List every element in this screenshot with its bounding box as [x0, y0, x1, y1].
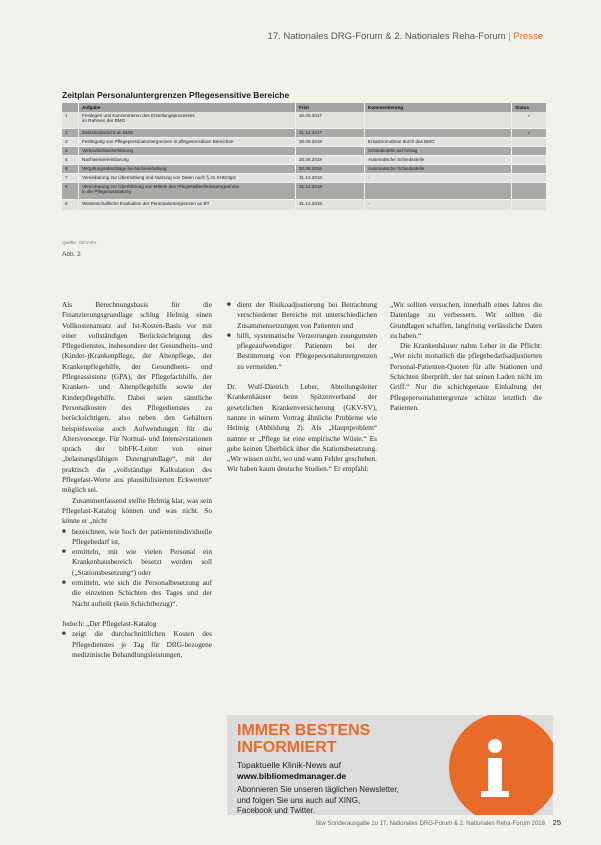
bullet-list — [62, 629, 212, 660]
row-nr: 8 — [62, 183, 79, 200]
row-comment — [365, 129, 512, 138]
row-nr: 6 — [62, 165, 79, 174]
row-task: Festlegen und Konzentrieren des Erstellungsprozesses im Rahmen der BMG — [79, 112, 296, 129]
list-item: ■ ermitteln, mit wie vielen Personal ein Krankenhausbereich besetzt werden soll („Stationsbesetzung“) oder — [62, 547, 212, 578]
paragraph: Als Berechnungsbasis für die Finanzierungsgrundlage schlug Helmig einen Vollkostenansatz auf Ist-Kosten-Basis vor mit einer vollständigen Berücksichtigung des Pflegedienstes, insbesondere der Gesundheits- und (Kinder-)Krankenpflege, der Altenpflege, der Krankenpflegehilfe, der Gesundheits- und Pflegeassistenz (GPA), der Pflegefachhilfe, der Kranken- und Altenpflegehilfe sowie der Kinderpflegehilfe. Dabei seien sämtliche Personalkosten des Pflegedienstes zu berücksichtigen, also neben den Gehältern beispielsweise auch Aufwendungen für die Altersvorsorge. Für Normal- und Intensivstationen sprach der bibFK-Leiter von einer „belastungsfähigen Datengrundlage“, mit der praktisch die „vollständige Kalkulation des Pflegelast-Werte aus plausibilisierten Eckwerten“ möglich sei. — [62, 300, 212, 495]
table-row — [62, 156, 547, 165]
schedule-table — [62, 103, 547, 211]
row-comment: Automatische Schiedsstelle — [365, 165, 512, 174]
header-nr — [62, 103, 79, 112]
row-deadline: 30.06.2017 — [296, 112, 365, 129]
list-item: ■ bezeichnen, wie hoch der patientenindividuelle Pflegebedarf ist, — [62, 527, 212, 548]
row-status — [512, 147, 547, 156]
article-column-1 — [62, 300, 212, 660]
table-header-row — [62, 103, 547, 112]
page-footer — [316, 818, 561, 827]
table-row — [62, 138, 547, 147]
row-task: Wissenschaftliche Evaluation der Personaluntergrenzen an BT — [79, 200, 296, 211]
list-item: ■ ermitteln, wie sich die Personalbesetzung auf die einzelnen Schichten des Tages und der Nacht aufteilt (kein Schichtbezug)“. — [62, 578, 212, 609]
row-nr: 5 — [62, 156, 79, 165]
table-row — [62, 129, 547, 138]
row-status — [512, 165, 547, 174]
page-number: 25 — [552, 818, 561, 827]
list-item: ■ hilft, systematische Verzerrungen zuungunsten pflegeaufwendiger Patienten bei der Bestimmung von Pflegepersonaluntergrenzen zu vermeiden.“ — [227, 331, 377, 372]
row-deadline: 30.06.2018 — [296, 156, 365, 165]
table-row — [62, 200, 547, 211]
figure-title: Zeitplan Personaluntergrenzen Pflegesensitive Bereiche — [62, 90, 290, 100]
row-nr: 4 — [62, 147, 79, 156]
row-comment: - — [365, 200, 512, 211]
header-event-title: 17. Nationales DRG-Forum & 2. Nationales Reha-Forum — [267, 31, 506, 42]
row-deadline — [296, 147, 365, 156]
row-nr: 9 — [62, 200, 79, 211]
table-row — [62, 183, 547, 200]
header-section-label: Presse — [513, 31, 543, 42]
row-comment — [365, 112, 512, 129]
row-comment: Automatische Schiedsstelle — [365, 156, 512, 165]
row-deadline: 30.06.2018 — [296, 138, 365, 147]
running-header — [268, 31, 543, 42]
table-row — [62, 165, 547, 174]
list-item: ■ zeigt die durchschnittlichen Kosten des Pflegedienstes je Tag für DRG-bezogene medizinische Behandlungsleistungen, — [62, 629, 212, 660]
row-comment: Ersatzvornahme durch das BMG — [365, 138, 512, 147]
header-deadline: Frist — [296, 103, 365, 112]
ad-headline: IMMER BESTENS INFORMIERT — [237, 722, 371, 756]
info-icon — [449, 715, 553, 815]
row-nr: 7 — [62, 174, 79, 183]
row-comment: - — [365, 174, 512, 183]
row-status — [512, 183, 547, 200]
row-task: Vereinbarung zur Überführung von Mitteln des Pflegestellenförderprogramms in die Pflegeausstattung — [79, 183, 296, 200]
header-separator: | — [508, 31, 511, 42]
row-task: Zwischenbericht an BMG — [79, 129, 296, 138]
ad-website-link[interactable]: www.bibliomedmanager.de — [237, 771, 347, 781]
article-column-2 — [227, 300, 377, 475]
row-status — [512, 200, 547, 211]
check-icon: ✓ — [512, 112, 547, 129]
figure-label: Abb. 2 — [62, 251, 81, 258]
row-task: Vergütungsabschläge bei Nichteinhaltung — [79, 165, 296, 174]
paragraph: Dr. Wulf-Dietrich Leber, Abteilungsleiter Krankenhäuser beim Spitzenverband der gesetzlichen Krankenversicherung (GKV-SV), nannte in seinem Vortrag ähnliche Probleme wie Helmig (Abbildung 2). Als „Hauptproblem“ nannte er „Pflege ist eine empirische Wüste.“ Es gebe keinen Überblick über die Stationsbesetzung. „Wir wissen nicht, wo und wann Fehler geschehen. Wir haben kaum deutsche Studien.“ Er empfahl: — [227, 382, 377, 474]
row-comment — [365, 183, 512, 200]
bullet-list — [227, 300, 377, 372]
row-deadline: 31.12.2019 — [296, 200, 365, 211]
row-deadline: 31.12.2018 — [296, 183, 365, 200]
row-task: Nachweisvereinbarung — [79, 156, 296, 165]
figure-source: Quelle: GKV-SV — [62, 241, 97, 246]
row-nr: 2 — [62, 129, 79, 138]
paragraph: „Wir sollten versuchen, innerhalb eines Jahres die Datenlage zu verbessern. Wir sollten die Grundlagen schaffen, langfristig verlässliche Daten zu haben.“ — [390, 300, 542, 340]
check-icon: ✓ — [512, 129, 547, 138]
row-nr: 3 — [62, 138, 79, 147]
row-task: Verbindlichkeitserklärung — [79, 147, 296, 156]
row-task: Vereinbarung zur Übermittlung und Nutzung von Daten nach § 21 KHEntgG — [79, 174, 296, 183]
list-item: ■ dient der Risikoadjustierung bei Betrachtung verschiedener Bereiche mit unterschiedlichen Zusammensetzungen von Patienten und — [227, 300, 377, 331]
newsletter-advertisement — [227, 715, 553, 815]
row-task: Festlegung von Pflegepersonaluntergrenzen in pflegesensitiven Bereichen — [79, 138, 296, 147]
ad-subline: Topaktuelle Klinik-News auf — [237, 760, 341, 770]
row-nr: 1 — [62, 112, 79, 129]
table-row — [62, 112, 547, 129]
row-status — [512, 138, 547, 147]
row-deadline: 31.12.2018 — [296, 174, 365, 183]
row-status — [512, 156, 547, 165]
bullet-list — [62, 527, 212, 609]
header-task: Aufgabe — [79, 103, 296, 112]
table-row — [62, 147, 547, 156]
table-row — [62, 174, 547, 183]
row-comment: Schiedsstelle auf Antrag — [365, 147, 512, 156]
header-comment: Kommentierung — [365, 103, 512, 112]
row-deadline: 30.06.2018 — [296, 165, 365, 174]
paragraph: Jedoch: „Der Pflegelast-Katalog — [62, 618, 157, 628]
ad-body-text: Abonnieren Sie unseren täglichen Newsletter, und folgen Sie uns auch auf XING, Facebook und Twitter. — [237, 785, 399, 815]
paragraph: Zusammenfassend stellte Helmig klar, was sein Pflegelast-Katalog können und was nicht. So könne er „nicht — [62, 495, 212, 526]
paragraph: Die Krankenhäuser nahm Leber in die Pflicht: „Wer nicht monatlich die pflegebedarfsadjustierten Personal-Patienten-Quoten für alle Stationen und Schichten überprüft, der hat seinen Laden nicht im Griff.“ Nur die schichtgenaue Einhaltung der Pflegepersonaluntergrenze schütze letztlich die Patienten. — [390, 341, 542, 412]
header-status: Status — [512, 103, 547, 112]
article-column-3 — [390, 300, 542, 413]
row-status — [512, 174, 547, 183]
footer-publication: f&w Sonderausgabe zu 17. Nationales DRG-Forum & 2. Nationales Reha-Forum 2018 — [315, 821, 545, 827]
row-deadline: 31.12.2017 — [296, 129, 365, 138]
